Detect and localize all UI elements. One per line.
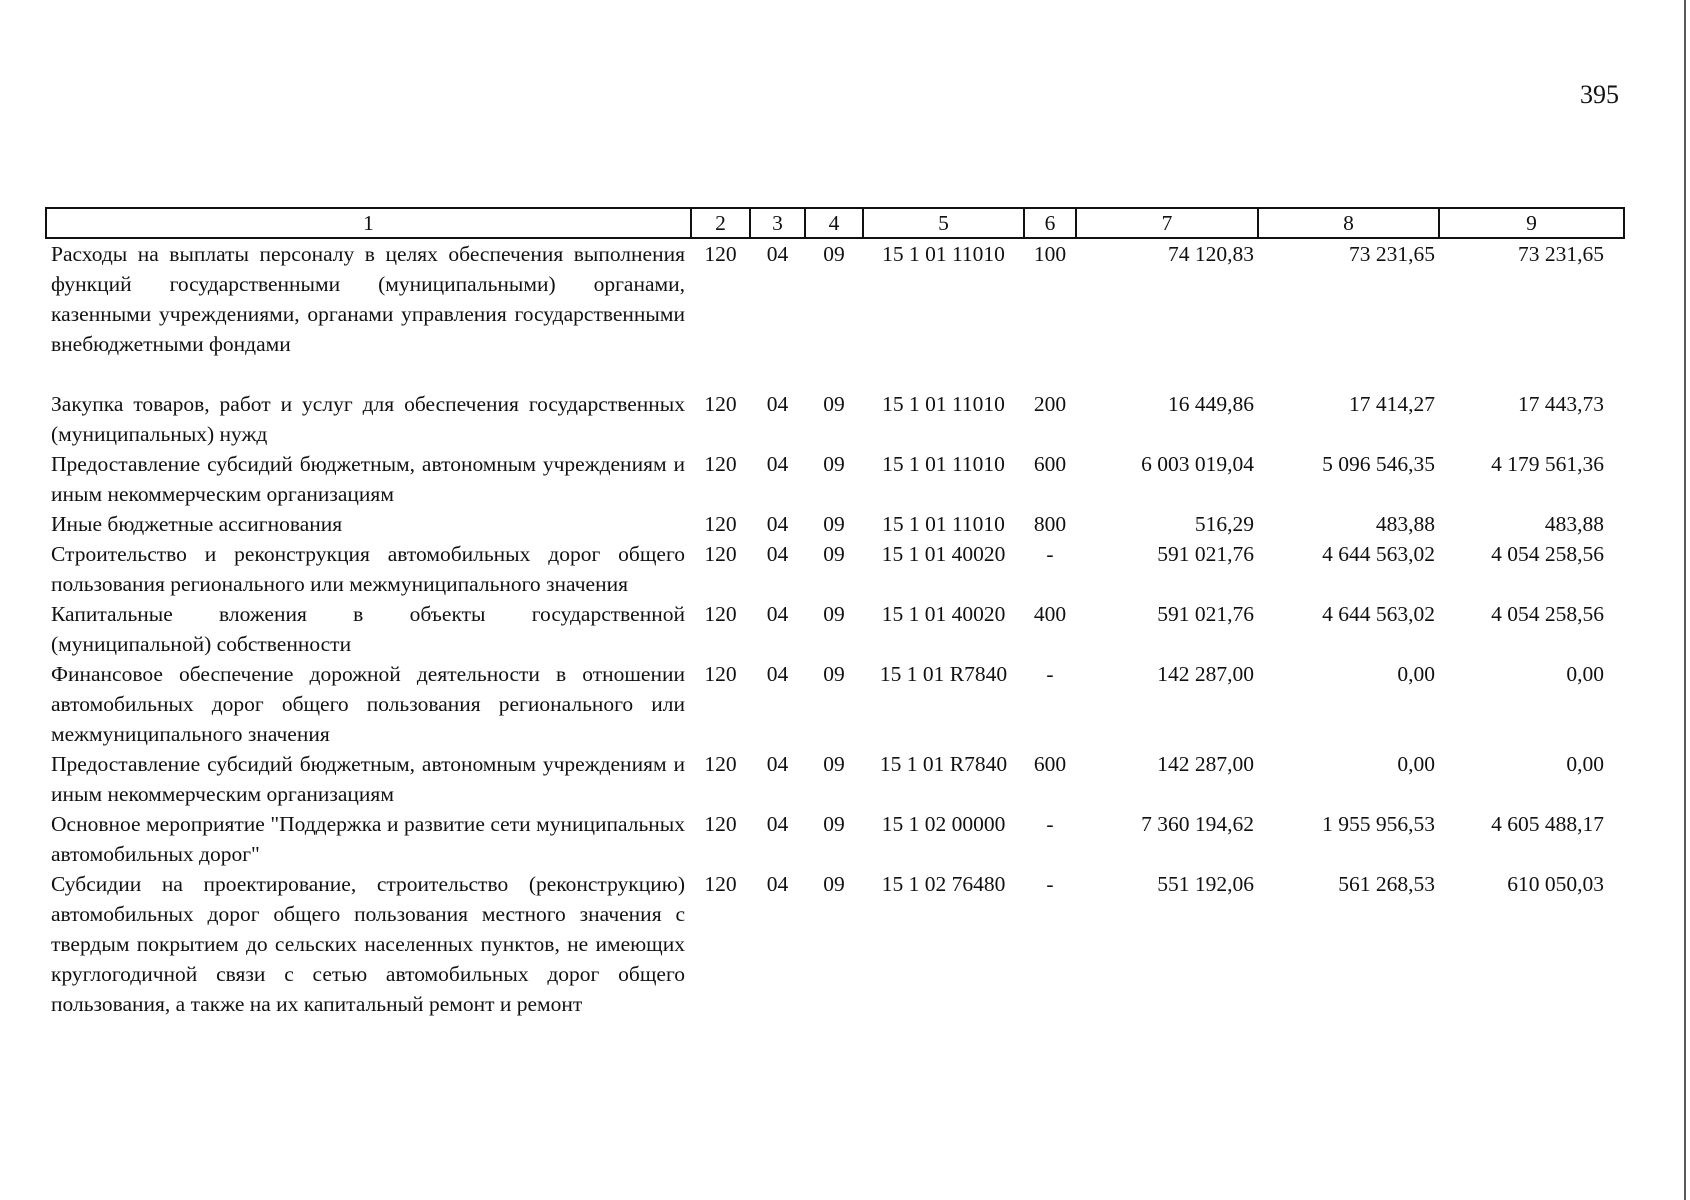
cell-col9: 4 179 561,36 — [1491, 452, 1604, 476]
row-description: Предоставление субсидий бюджетным, автономным учреждениям и иным некоммерческим организациям — [51, 752, 685, 806]
cell-col9: 4 054 258,56 — [1491, 602, 1604, 626]
cell-col7: 16 449,86 — [1168, 392, 1254, 416]
cell-col3: 04 — [766, 542, 789, 566]
row-description: Финансовое обеспечение дорожной деятельности в отношении автомобильных дорог общего пользования регионального или межмуниципального значения — [51, 662, 685, 746]
header-cell: 7 — [1076, 208, 1258, 238]
cell-col6: - — [1046, 542, 1054, 566]
cell-col8: 1 955 956,53 — [1322, 812, 1435, 836]
row-description: Предоставление субсидий бюджетным, автономным учреждениям и иным некоммерческим организациям — [51, 452, 685, 506]
table-row — [46, 509, 1624, 539]
cell-col3: 04 — [766, 602, 789, 626]
header-cell: 4 — [805, 208, 863, 238]
cell-col3: 04 — [766, 452, 789, 476]
cell-col2: 120 — [704, 602, 737, 626]
cell-col2: 120 — [704, 242, 737, 266]
header-row — [46, 208, 1624, 238]
cell-col2: 120 — [704, 542, 737, 566]
cell-col5: 15 1 01 R7840 — [879, 752, 1008, 776]
cell-col2: 120 — [704, 392, 737, 416]
cell-col2: 120 — [704, 812, 737, 836]
table-row — [46, 238, 1624, 389]
cell-col6: 400 — [1033, 602, 1067, 626]
cell-col3: 04 — [766, 512, 789, 536]
cell-col8: 483,88 — [1375, 512, 1435, 536]
cell-col6: 100 — [1033, 242, 1067, 266]
cell-col9: 0,00 — [1566, 752, 1604, 776]
header-cell: 1 — [46, 208, 691, 238]
header-cell: 6 — [1024, 208, 1076, 238]
cell-col7: 74 120,83 — [1168, 242, 1254, 266]
cell-col4: 09 — [823, 662, 845, 686]
row-description: Основное мероприятие "Поддержка и развитие сети муниципальных автомобильных дорог" — [51, 812, 685, 866]
cell-col4: 09 — [823, 752, 845, 776]
cell-col4: 09 — [823, 242, 845, 266]
cell-col3: 04 — [766, 752, 789, 776]
table-row — [46, 539, 1624, 599]
cell-col8: 561 268,53 — [1338, 872, 1435, 896]
cell-col4: 09 — [823, 812, 845, 836]
cell-col7: 551 192,06 — [1157, 872, 1254, 896]
cell-col9: 73 231,65 — [1518, 242, 1604, 266]
cell-col2: 120 — [704, 752, 737, 776]
table-row — [46, 449, 1624, 509]
row-description: Иные бюджетные ассигнования — [51, 512, 343, 536]
table-row — [46, 599, 1624, 659]
row-description: Строительство и реконструкция автомобильных дорог общего пользования регионального или межмуниципального значения — [51, 542, 685, 596]
cell-col4: 09 — [823, 512, 845, 536]
cell-col9: 483,88 — [1544, 512, 1604, 536]
cell-col3: 04 — [766, 812, 789, 836]
cell-col4: 09 — [823, 542, 845, 566]
cell-col9: 4 605 488,17 — [1491, 812, 1604, 836]
cell-col5: 15 1 01 11010 — [882, 242, 1005, 266]
cell-col6: - — [1046, 812, 1054, 836]
cell-col7: 142 287,00 — [1157, 662, 1254, 686]
cell-col4: 09 — [823, 872, 845, 896]
cell-col8: 17 414,27 — [1349, 392, 1435, 416]
cell-col8: 4 644 563,02 — [1322, 542, 1435, 566]
cell-col9: 17 443,73 — [1518, 392, 1604, 416]
row-description: Субсидии на проектирование, строительство (реконструкцию) автомобильных дорог общего пользования местного значения с твердым покрытием до сельских населенных пунктов, не имеющих круглогодичной связи с сетью автомобильных дорог общего пользования, а также на их капитальный ремонт и ремонт — [51, 872, 685, 1016]
cell-col5: 15 1 02 76480 — [881, 872, 1006, 896]
table-row — [46, 659, 1624, 749]
cell-col5: 15 1 01 40020 — [881, 542, 1006, 566]
cell-col6: 600 — [1033, 752, 1067, 776]
table-row — [46, 809, 1624, 869]
cell-col2: 120 — [704, 512, 737, 536]
cell-col7: 591 021,76 — [1157, 542, 1254, 566]
header-cell: 3 — [750, 208, 805, 238]
row-description: Закупка товаров, работ и услуг для обеспечения государственных (муниципальных) нужд — [51, 392, 685, 446]
cell-col6: - — [1046, 662, 1054, 686]
table-row — [46, 749, 1624, 809]
cell-col5: 15 1 01 11010 — [882, 392, 1005, 416]
cell-col5: 15 1 01 11010 — [882, 452, 1005, 476]
cell-col5: 15 1 01 R7840 — [879, 662, 1008, 686]
cell-col9: 610 050,03 — [1507, 872, 1604, 896]
budget-table — [45, 207, 1625, 1019]
cell-col4: 09 — [823, 452, 845, 476]
table-row — [46, 389, 1624, 449]
cell-col3: 04 — [766, 662, 789, 686]
cell-col8: 0,00 — [1397, 752, 1435, 776]
cell-col7: 516,29 — [1194, 512, 1254, 536]
scan-edge-line — [1684, 0, 1686, 1200]
cell-col4: 09 — [823, 392, 845, 416]
cell-col5: 15 1 02 00000 — [881, 812, 1006, 836]
cell-col6: 200 — [1033, 392, 1067, 416]
cell-col9: 4 054 258,56 — [1491, 542, 1604, 566]
header-cell: 2 — [691, 208, 750, 238]
row-description: Расходы на выплаты персоналу в целях обеспечения выполнения функций государственными (муниципальными) органами, казенными учреждениями, органами управления государственными внебюджетными фондами — [51, 242, 685, 356]
cell-col4: 09 — [823, 602, 845, 626]
cell-col8: 73 231,65 — [1349, 242, 1435, 266]
cell-col8: 4 644 563,02 — [1322, 602, 1435, 626]
cell-col5: 15 1 01 40020 — [881, 602, 1006, 626]
header-cell: 8 — [1258, 208, 1439, 238]
cell-col3: 04 — [766, 872, 789, 896]
cell-col3: 04 — [766, 242, 789, 266]
cell-col7: 142 287,00 — [1157, 752, 1254, 776]
cell-col6: 800 — [1033, 512, 1067, 536]
cell-col7: 591 021,76 — [1157, 602, 1254, 626]
cell-col7: 7 360 194,62 — [1141, 812, 1254, 836]
table-row — [46, 869, 1624, 1019]
row-description: Капитальные вложения в объекты государственной (муниципальной) собственности — [51, 602, 685, 656]
header-cell: 9 — [1439, 208, 1624, 238]
cell-col6: 600 — [1033, 452, 1067, 476]
cell-col2: 120 — [704, 872, 737, 896]
cell-col2: 120 — [704, 452, 737, 476]
header-cell: 5 — [863, 208, 1024, 238]
cell-col7: 6 003 019,04 — [1141, 452, 1254, 476]
cell-col9: 0,00 — [1566, 662, 1604, 686]
cell-col3: 04 — [766, 392, 789, 416]
cell-col5: 15 1 01 11010 — [882, 512, 1005, 536]
cell-col8: 5 096 546,35 — [1322, 452, 1435, 476]
cell-col2: 120 — [704, 662, 737, 686]
cell-col8: 0,00 — [1397, 662, 1435, 686]
cell-col6: - — [1046, 872, 1054, 896]
page-number: 395 — [1580, 80, 1619, 109]
